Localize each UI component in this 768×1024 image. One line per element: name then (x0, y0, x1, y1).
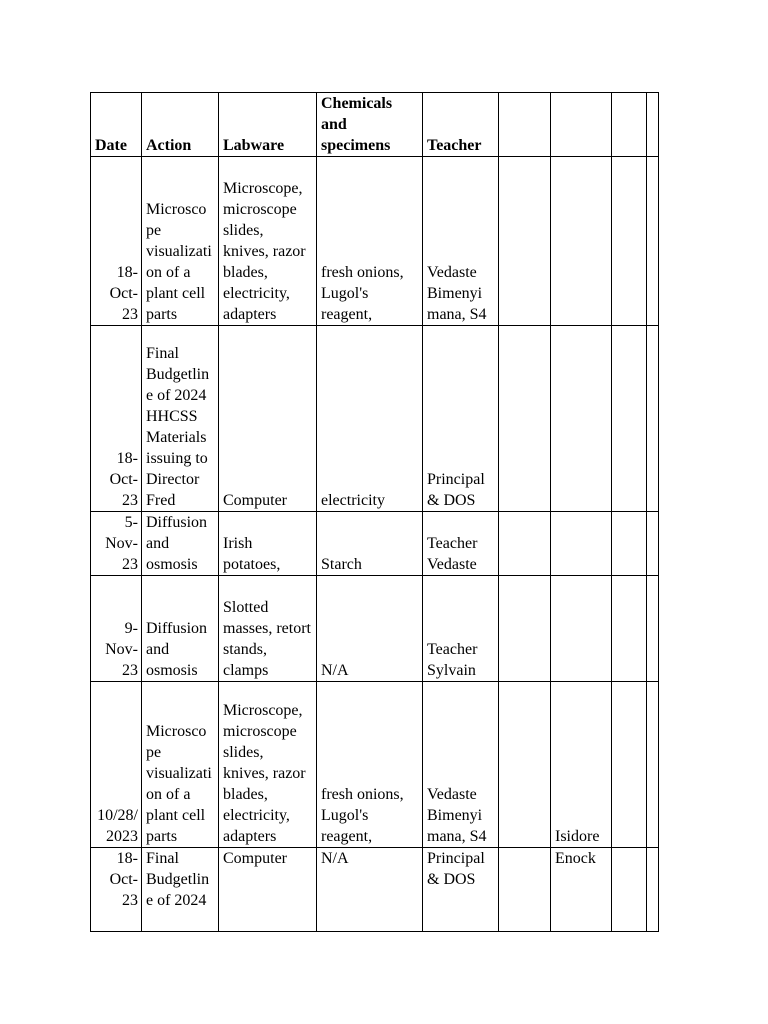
row-date: 18-Oct-23 (91, 326, 142, 512)
row-labware: Microscope, microscope slides, knives, razor blades, electricity, adapters (219, 157, 317, 326)
row-chemicals: Starch (317, 512, 423, 576)
row-extra-3 (612, 848, 647, 932)
row-labware: Microscope, microscope slides, knives, razor blades, electricity, adapters (219, 682, 317, 848)
lab-activity-table (90, 92, 659, 932)
row-teacher: Teacher Sylvain (423, 576, 499, 682)
row-extra-3 (612, 326, 647, 512)
header-extra-4 (647, 93, 659, 157)
row-extra-1 (499, 512, 551, 576)
row-extra-1 (499, 682, 551, 848)
row-action: Diffusion and osmosis (142, 576, 219, 682)
row-action: Microscope visualization of a plant cell parts (142, 682, 219, 848)
row-action: Final Budgetline of 2024 HHCSS Materials issuing to Director Fred (142, 326, 219, 512)
row-chemicals: electricity (317, 326, 423, 512)
row-date: 9-Nov-23 (91, 576, 142, 682)
row-chemicals: fresh onions, Lugol's reagent, (317, 157, 423, 326)
header-action: Action (142, 93, 219, 157)
row-date: 10/28/2023 (91, 682, 142, 848)
row-extra-4 (647, 576, 659, 682)
row-chemicals: N/A (317, 576, 423, 682)
row-labware: Slotted masses, retort stands, clamps (219, 576, 317, 682)
header-teacher: Teacher (423, 93, 499, 157)
row-action: Final Budgetline of 2024 (142, 848, 219, 932)
table-row (91, 848, 659, 932)
row-extra-1 (499, 576, 551, 682)
row-date: 5-Nov-23 (91, 512, 142, 576)
row-extra-2: Isidore (551, 682, 612, 848)
row-teacher: Vedaste Bimenyimana, S4 (423, 682, 499, 848)
row-extra-3 (612, 512, 647, 576)
row-extra-1 (499, 157, 551, 326)
row-extra-3 (612, 576, 647, 682)
row-extra-3 (612, 682, 647, 848)
row-extra-2: Enock (551, 848, 612, 932)
table-header-row (91, 93, 659, 157)
header-labware: Labware (219, 93, 317, 157)
row-extra-4 (647, 157, 659, 326)
row-labware: Computer (219, 326, 317, 512)
row-extra-4 (647, 326, 659, 512)
row-extra-2 (551, 157, 612, 326)
row-extra-4 (647, 682, 659, 848)
row-labware: Irish potatoes, (219, 512, 317, 576)
row-teacher: Vedaste Bimenyimana, S4 (423, 157, 499, 326)
header-date: Date (91, 93, 142, 157)
row-teacher: Principal & DOS (423, 848, 499, 932)
row-date: 18-Oct-23 (91, 157, 142, 326)
row-extra-4 (647, 848, 659, 932)
header-extra-3 (612, 93, 647, 157)
row-teacher: Teacher Vedaste (423, 512, 499, 576)
table-row (91, 512, 659, 576)
row-extra-2 (551, 512, 612, 576)
row-extra-1 (499, 848, 551, 932)
row-action: Microscope visualization of a plant cell parts (142, 157, 219, 326)
row-extra-1 (499, 326, 551, 512)
row-date: 18-Oct-23 (91, 848, 142, 932)
table-row (91, 682, 659, 848)
table-row (91, 326, 659, 512)
row-extra-2 (551, 576, 612, 682)
row-extra-3 (612, 157, 647, 326)
header-chemicals: Chemicals and specimens (317, 93, 423, 157)
row-extra-4 (647, 512, 659, 576)
row-labware: Computer (219, 848, 317, 932)
header-extra-2 (551, 93, 612, 157)
table-row (91, 157, 659, 326)
row-extra-2 (551, 326, 612, 512)
row-chemicals: fresh onions, Lugol's reagent, (317, 682, 423, 848)
row-teacher: Principal & DOS (423, 326, 499, 512)
row-action: Diffusion and osmosis (142, 512, 219, 576)
header-extra-1 (499, 93, 551, 157)
row-chemicals: N/A (317, 848, 423, 932)
table-row (91, 576, 659, 682)
